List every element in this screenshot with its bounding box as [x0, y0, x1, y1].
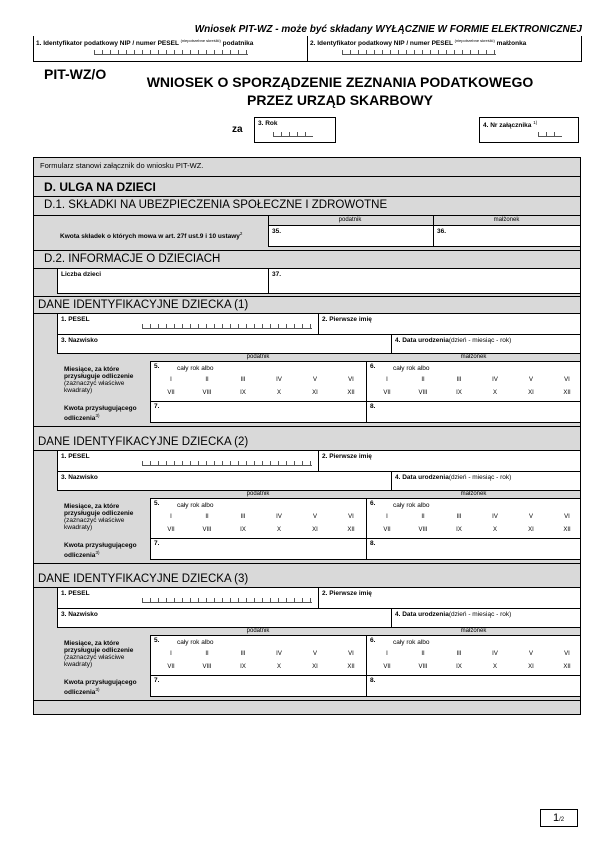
taxpayer-id-label: 1. Identyfikator podatkowy NIP / numer PESEL: [36, 40, 179, 48]
pesel-digit-boxes: [142, 461, 312, 466]
child-first-name-field[interactable]: [318, 450, 581, 472]
full-year-option[interactable]: cały rok albo: [393, 502, 430, 509]
month-checkbox[interactable]: I: [170, 651, 172, 657]
months-podatnik-field[interactable]: [150, 635, 367, 676]
months-label-hint: (zaznaczyć właściwe kwadraty): [64, 654, 125, 668]
deduction-malzonek-field[interactable]: [366, 401, 581, 423]
months-label-bold: Miesiące, za które przysługuje odliczenie: [64, 366, 134, 380]
month-checkbox[interactable]: VII: [383, 527, 391, 533]
child-birthdate-hint: (dzień - miesiąc - rok): [448, 474, 512, 481]
child-pesel-field[interactable]: [57, 313, 319, 335]
child-birthdate-hint: (dzień - miesiąc - rok): [448, 611, 512, 618]
month-checkbox[interactable]: II: [205, 514, 209, 520]
month-checkbox[interactable]: X: [276, 390, 281, 396]
deduction-podatnik-field[interactable]: [150, 401, 367, 423]
month-checkbox[interactable]: VIII: [202, 390, 212, 396]
deduction-amount-sup: 3): [95, 687, 100, 692]
child-pesel-label: 1. PESEL: [61, 590, 90, 597]
d1-col-podatnik: podatnik: [338, 217, 362, 223]
child-birthdate-label: 4. Data urodzenia: [395, 474, 449, 481]
section-d2-title: D.2. INFORMACJE O DZIECIACH: [44, 253, 221, 265]
months-label-bold: Miesiące, za które przysługuje odliczenie: [64, 640, 134, 654]
month-checkbox[interactable]: V: [312, 651, 317, 657]
month-checkbox[interactable]: XII: [563, 527, 571, 533]
month-checkbox[interactable]: VI: [348, 514, 354, 520]
months-malzonek-field[interactable]: [366, 498, 581, 539]
form-title-line2: PRZEZ URZĄD SKARBOWY: [247, 92, 433, 108]
child-surname-label: 3. Nazwisko: [61, 611, 98, 618]
info-text: Formularz stanowi załącznik do wniosku PIT-WZ.: [40, 161, 204, 170]
month-checkbox[interactable]: IX: [240, 390, 246, 396]
section-d-title: D. ULGA NA DZIECI: [44, 180, 156, 194]
form-code: PIT-WZ/O: [44, 66, 107, 82]
child-birthdate-hint: (dzień - miesiąc - rok): [448, 337, 512, 344]
months-podatnik-number: 5.: [154, 637, 160, 644]
child-surname-label: 3. Nazwisko: [61, 337, 98, 344]
child-first-name-label: 2. Pierwsze imię: [322, 453, 372, 460]
child-birthdate-field[interactable]: [391, 608, 581, 628]
child-birthdate-label-wrap: [395, 611, 511, 618]
child-birthdate-label: 4. Data urodzenia: [395, 337, 449, 344]
full-year-option[interactable]: cały rok albo: [393, 639, 430, 646]
month-checkbox[interactable]: III: [456, 651, 462, 657]
child-col-malzonek: małżonek: [460, 354, 487, 360]
months-podatnik-field[interactable]: [150, 361, 367, 402]
child-col-podatnik: podatnik: [246, 491, 270, 497]
month-checkbox[interactable]: IV: [492, 377, 498, 383]
child-section-title: DANE IDENTYFIKACYJNE DZIECKA (2): [38, 436, 249, 448]
month-checkbox[interactable]: VII: [167, 390, 175, 396]
pesel-digit-boxes: [142, 598, 312, 603]
month-checkbox[interactable]: IX: [456, 527, 462, 533]
deduction-malzonek-number: 8.: [370, 677, 376, 684]
month-checkbox[interactable]: IV: [276, 651, 282, 657]
month-checkbox[interactable]: VIII: [418, 390, 428, 396]
deduction-podatnik-field[interactable]: [150, 538, 367, 560]
month-checkbox[interactable]: IX: [456, 664, 462, 670]
months-podatnik-number: 5.: [154, 500, 160, 507]
full-year-option[interactable]: cały rok albo: [177, 365, 214, 372]
children-count-cell: [57, 268, 269, 294]
months-label-hint: (zaznaczyć właściwe kwadraty): [64, 517, 125, 531]
deduction-podatnik-number: 7.: [154, 540, 160, 547]
month-checkbox[interactable]: XI: [312, 664, 318, 670]
month-checkbox[interactable]: IV: [492, 651, 498, 657]
month-checkbox[interactable]: XII: [563, 664, 571, 670]
month-checkbox[interactable]: I: [386, 514, 388, 520]
full-year-option[interactable]: cały rok albo: [177, 502, 214, 509]
field-35[interactable]: [268, 225, 434, 247]
months-malzonek-number: 6.: [370, 637, 376, 644]
za-label: za: [232, 124, 243, 135]
month-checkbox[interactable]: V: [528, 514, 533, 520]
month-checkbox[interactable]: I: [170, 514, 172, 520]
months-label: [64, 366, 148, 394]
children-count-label: Liczba dzieci: [61, 271, 102, 278]
month-checkbox[interactable]: II: [205, 377, 209, 383]
form-title: [110, 73, 570, 109]
months-podatnik-field[interactable]: [150, 498, 367, 539]
month-checkbox[interactable]: V: [528, 651, 533, 657]
field-35-number: 35.: [272, 228, 282, 235]
form-title-line1: WNIOSEK O SPORZĄDZENIE ZEZNANIA PODATKOWEGO: [146, 74, 534, 90]
child-pesel-label: 1. PESEL: [61, 453, 90, 460]
field-36[interactable]: [433, 225, 581, 247]
page-total: /2: [559, 817, 565, 823]
month-checkbox[interactable]: IX: [240, 664, 246, 670]
month-checkbox[interactable]: II: [205, 651, 209, 657]
child-col-podatnik: podatnik: [246, 354, 270, 360]
month-checkbox[interactable]: XII: [563, 390, 571, 396]
month-checkbox[interactable]: IV: [276, 514, 282, 520]
months-label-bold: Miesiące, za które przysługuje odliczenie: [64, 503, 134, 517]
child-pesel-field[interactable]: [57, 450, 319, 472]
divider: [33, 563, 581, 564]
d1-col-malzonek: małżonek: [493, 217, 520, 223]
child-section-title: DANE IDENTYFIKACYJNE DZIECKA (1): [38, 299, 249, 311]
child-birthdate-label-wrap: [395, 337, 511, 344]
month-checkbox[interactable]: II: [421, 514, 425, 520]
child-surname-field[interactable]: [57, 471, 392, 491]
month-checkbox[interactable]: I: [386, 377, 388, 383]
child-first-name-field[interactable]: [318, 587, 581, 609]
taxpayer-id-note: (niepotrzebne skreślić): [180, 38, 221, 43]
field-37[interactable]: [268, 268, 581, 294]
deduction-malzonek-field[interactable]: [366, 538, 581, 560]
deduction-podatnik-field[interactable]: [150, 675, 367, 697]
month-checkbox[interactable]: XI: [528, 527, 534, 533]
deduction-podatnik-number: 7.: [154, 677, 160, 684]
month-checkbox[interactable]: XII: [347, 664, 355, 670]
month-checkbox[interactable]: X: [276, 664, 281, 670]
deduction-malzonek-number: 8.: [370, 540, 376, 547]
deduction-amount-label: [64, 542, 148, 559]
months-label: [64, 640, 148, 668]
child-surname-label: 3. Nazwisko: [61, 474, 98, 481]
child-birthdate-label: 4. Data urodzenia: [395, 611, 449, 618]
spouse-id-note: (niepotrzebne skreślić): [454, 38, 495, 43]
child-birthdate-field[interactable]: [391, 471, 581, 491]
months-label: [64, 503, 148, 531]
month-checkbox[interactable]: VIII: [202, 527, 212, 533]
deduction-amount-sup: 3): [95, 413, 100, 418]
top-note: Wniosek PIT-WZ - może być składany WYŁĄCZNIE W FORMIE ELEKTRONICZNEJ: [194, 24, 582, 35]
month-checkbox[interactable]: I: [170, 377, 172, 383]
month-checkbox[interactable]: III: [240, 514, 246, 520]
month-checkbox[interactable]: V: [528, 377, 533, 383]
months-malzonek-field[interactable]: [366, 361, 581, 402]
month-checkbox[interactable]: XII: [347, 527, 355, 533]
month-checkbox[interactable]: I: [386, 651, 388, 657]
month-checkbox[interactable]: VI: [348, 377, 354, 383]
deduction-amount-text: Kwota przysługującego odliczenia: [64, 679, 137, 697]
child-first-name-label: 2. Pierwsze imię: [322, 316, 372, 323]
month-checkbox[interactable]: III: [456, 514, 462, 520]
month-checkbox[interactable]: VII: [167, 664, 175, 670]
pesel-digit-boxes: [142, 324, 312, 329]
year-field[interactable]: [254, 117, 336, 143]
months-malzonek-number: 6.: [370, 500, 376, 507]
attachment-sup: 1): [533, 120, 538, 125]
months-malzonek-field[interactable]: [366, 635, 581, 676]
child-col-podatnik: podatnik: [246, 628, 270, 634]
month-checkbox[interactable]: V: [312, 514, 317, 520]
month-checkbox[interactable]: XII: [347, 390, 355, 396]
month-checkbox[interactable]: XI: [312, 390, 318, 396]
month-checkbox[interactable]: XI: [312, 527, 318, 533]
months-podatnik-number: 5.: [154, 363, 160, 370]
month-checkbox[interactable]: II: [421, 651, 425, 657]
divider: [33, 426, 581, 427]
child-first-name-field[interactable]: [318, 313, 581, 335]
child-surname-field[interactable]: [57, 334, 392, 354]
spouse-id-suffix: małżonka: [496, 40, 527, 48]
deduction-amount-label: [64, 405, 148, 422]
month-checkbox[interactable]: VI: [564, 514, 570, 520]
field-36-number: 36.: [437, 228, 447, 235]
spouse-id-field[interactable]: [307, 36, 582, 62]
month-checkbox[interactable]: IX: [456, 390, 462, 396]
months-malzonek-number: 6.: [370, 363, 376, 370]
deduction-amount-sup: 3): [95, 550, 100, 555]
month-checkbox[interactable]: IV: [492, 514, 498, 520]
deduction-malzonek-number: 8.: [370, 403, 376, 410]
child-pesel-field[interactable]: [57, 587, 319, 609]
child-pesel-label: 1. PESEL: [61, 316, 90, 323]
month-checkbox[interactable]: III: [240, 377, 246, 383]
child-section-title: DANE IDENTYFIKACYJNE DZIECKA (3): [38, 573, 249, 585]
month-checkbox[interactable]: VIII: [418, 664, 428, 670]
month-checkbox[interactable]: VI: [348, 651, 354, 657]
year-label: 3. Rok: [258, 120, 278, 127]
deduction-podatnik-number: 7.: [154, 403, 160, 410]
deduction-amount-text: Kwota przysługującego odliczenia: [64, 542, 137, 560]
month-checkbox[interactable]: II: [421, 377, 425, 383]
month-checkbox[interactable]: VII: [383, 664, 391, 670]
month-checkbox[interactable]: VI: [564, 377, 570, 383]
full-year-option[interactable]: cały rok albo: [177, 639, 214, 646]
month-checkbox[interactable]: XI: [528, 390, 534, 396]
deduction-amount-text: Kwota przysługującego odliczenia: [64, 405, 137, 423]
taxpayer-id-suffix: podatnika: [222, 40, 254, 48]
section-d1-title: D.1. SKŁADKI NA UBEZPIECZENIA SPOŁECZNE I ZDROWOTNE: [44, 199, 388, 211]
month-checkbox[interactable]: III: [240, 651, 246, 657]
month-checkbox[interactable]: X: [492, 664, 497, 670]
spouse-id-label: 2. Identyfikator podatkowy NIP / numer PESEL: [310, 40, 453, 48]
child-surname-field[interactable]: [57, 608, 392, 628]
month-checkbox[interactable]: VII: [167, 527, 175, 533]
month-checkbox[interactable]: X: [492, 390, 497, 396]
child-col-malzonek: małżonek: [460, 628, 487, 634]
month-checkbox[interactable]: X: [492, 527, 497, 533]
month-checkbox[interactable]: V: [312, 377, 317, 383]
month-checkbox[interactable]: IX: [240, 527, 246, 533]
divider: [33, 700, 581, 701]
attachment-label: 4. Nr załącznika: [483, 122, 532, 130]
month-checkbox[interactable]: XI: [528, 664, 534, 670]
full-year-option[interactable]: cały rok albo: [393, 365, 430, 372]
attachment-field[interactable]: [479, 117, 579, 143]
child-birthdate-label-wrap: [395, 474, 511, 481]
month-checkbox[interactable]: III: [456, 377, 462, 383]
contribution-amount-label: Kwota składek o których mowa w art. 27f ust.9 i 10 ustawy: [60, 233, 240, 241]
months-label-hint: (zaznaczyć właściwe kwadraty): [64, 380, 125, 394]
deduction-amount-label: [64, 679, 148, 696]
month-checkbox[interactable]: X: [276, 527, 281, 533]
child-birthdate-field[interactable]: [391, 334, 581, 354]
page-number: 1: [553, 812, 560, 824]
field-37-number: 37.: [272, 271, 282, 278]
child-col-malzonek: małżonek: [460, 491, 487, 497]
page-number-box: [540, 809, 578, 827]
month-checkbox[interactable]: VIII: [202, 664, 212, 670]
child-first-name-label: 2. Pierwsze imię: [322, 590, 372, 597]
deduction-malzonek-field[interactable]: [366, 675, 581, 697]
month-checkbox[interactable]: VIII: [418, 527, 428, 533]
taxpayer-id-field[interactable]: [33, 36, 308, 62]
month-checkbox[interactable]: VII: [383, 390, 391, 396]
month-checkbox[interactable]: VI: [564, 651, 570, 657]
month-checkbox[interactable]: IV: [276, 377, 282, 383]
contribution-amount-sup: 2: [239, 231, 243, 236]
